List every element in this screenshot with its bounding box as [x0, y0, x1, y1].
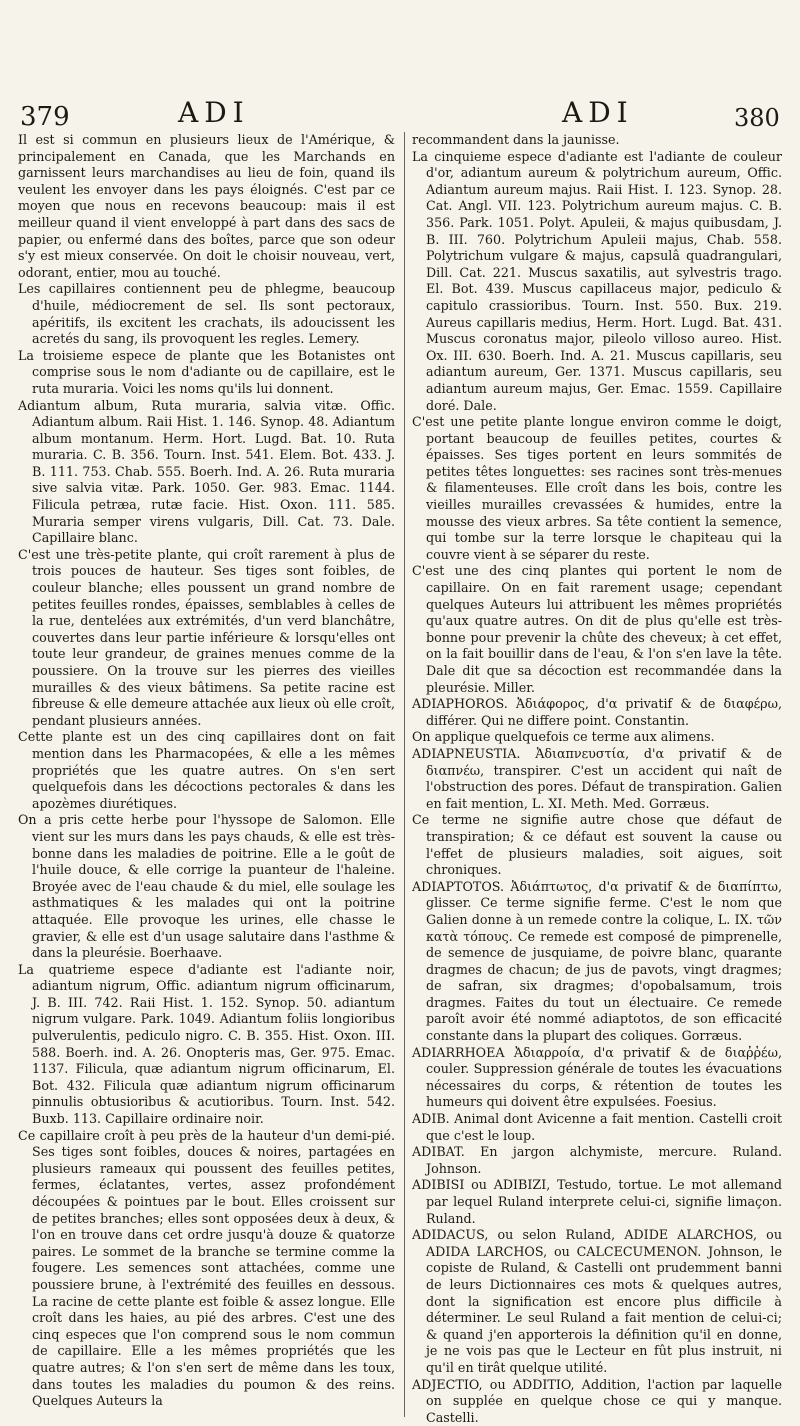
running-head-right: ADI — [562, 96, 634, 129]
paragraph: On a pris cette herbe pour l'hyssope de Salomon. Elle vient sur les murs dans les pays chauds, & elle est très-bonne dans les maladies de poitrine. Elle a le goût de l'huile douce, & elle corrige la puanteur de l'haleine. Broyée avec de l'eau chaude & du miel, elle soulage les asthmatiques & les malades qui ont la poitrine attaquée. Elle provoque les urines, elle chasse le gravier, & elle est d'un usage salutaire dans l'asthme & dans la pleurésie. Boerhaave. — [18, 812, 395, 961]
paragraph: Il est si commun en plusieurs lieux de l'Amérique, & principalement en Canada, que les Marchands en garnissent leurs marchandises au lieu de foin, quand ils veulent les envoyer dans les pays éloignés. C'est par ce moyen que nous en recevons beaucoup: mais il est meilleur quand il vient enveloppé à part dans des sacs de papier, ou enfermé dans des boîtes, parce que son odeur s'y est mieux conservée. On doit le choisir nouveau, vert, odorant, entier, mou au touché. — [18, 132, 395, 280]
dictionary-entry: ADIAPNEUSTIA. Ἀδιαπνευστία, d'α privatif & de διαπνέω, transpirer. C'est un accident qui naît de l'obstruction des pores. Défaut de transpiration. Galien en fait mention, L. XI. Meth. Med. Gorræus. — [412, 745, 782, 811]
paragraph: La troisieme espece de plante que les Botanistes ont comprise sous le nom d'adiante ou de capillaire, est le ruta muraria. Voici les noms qu'ils lui donnent. — [18, 347, 395, 396]
paragraph: C'est une des cinq plantes qui portent le nom de capillaire. On en fait rarement usage; cependant quelques Auteurs lui attribuent les mêmes propriétés qu'aux quatre autres. On dit de plus qu'elle est très-bonne pour prevenir la chûte des cheveux; à cet effet, on la fait bouillir dans de l'eau, & l'on s'en lave la tête. Dale dit que sa décoction est recommandée dans la pleurésie. Miller. — [412, 563, 782, 695]
running-head-left: ADI — [178, 96, 250, 129]
paragraph: Adiantum album, Ruta muraria, salvia vitæ. Offic. Adiantum album. Raii Hist. 1. 146. Synop. 48. Adiantum album montanum. Herm. Hort. Lugd. Bat. 10. Ruta muraria. C. B. 356. Tourn. Inst. 541. Elem. Bot. 433. J. B. 111. 753. Chab. 555. Boerh. Ind. A. 26. Ruta muraria sive salvia vitæ. Park. 1050. Ger. 983. Emac. 1144. Filicula petræa, rutæ facie. Hist. Oxon. 111. 585. Muraria semper virens vulgaris, Dill. Cat. 73. Dale. Capillaire blanc. — [18, 397, 395, 546]
paragraph: Ce capillaire croît à peu près de la hauteur d'un demi-pié. Ses tiges sont foibles, douces & noires, partagées en plusieurs rameaux qui poussent des feuilles petites, fermes, éclatantes, vertes, assez profondément découpées & pointues par le bout. Elles croissent sur de petites branches; elles sont opposées deux à deux, & l'on en trouve dans cet ordre jusqu'à douze & quatorze paires. Le sommet de la branche se termine comme la fougere. Les semences sont attachées, comme une poussiere brune, à l'extrémité des feuilles en dessous. La racine de cette plante est foible & assez longue. Elle croît dans les haies, au pié des arbres. C'est une des cinq especes que l'on comprend sous le nom commun de capillaire. Elle a les mêmes propriétés que les quatre autres; & l'on s'en sert de même dans les toux, dans toutes les maladies du poumon & des reins. Quelques Auteurs la — [18, 1127, 395, 1409]
paragraph: Ce terme ne signifie autre chose que défaut de transpiration; & ce défaut est souvent la cause ou l'effet de plusieurs maladies, soit aigues, soit chroniques. — [412, 812, 782, 878]
page-number-right: 380 — [734, 104, 780, 132]
right-column — [412, 132, 782, 1425]
page-header — [0, 96, 800, 136]
column-divider — [404, 132, 405, 1417]
paragraph: Les capillaires contiennent peu de phlegme, beaucoup d'huile, médiocrement de sel. Ils sont pectoraux, apéritifs, ils excitent les crachats, ils adoucissent les acretés du sang, ils provoquent les regles. Lemery. — [18, 281, 395, 347]
paragraph: C'est une petite plante longue environ comme le doigt, portant beaucoup de feuilles petites, courtes & épaisses. Ses tiges portent en leurs sommités de petites têtes longuettes: ses racines sont très-menues & filamenteuses. Elle croît dans les bois, contre les vieilles murailles crevassées & humides, entre la mousse des vieux arbres. Sa tête contient la semence, qui tombe sur la terre lorsque le chapiteau qui la couvre vient à se séparer du reste. — [412, 414, 782, 562]
dictionary-entry: ADIBISI ou ADIBIZI, Testudo, tortue. Le mot allemand par lequel Ruland interprete celui-ci, signifie limaçon. Ruland. — [412, 1177, 782, 1226]
dictionary-entry: ADIBAT. En jargon alchymiste, mercure. Ruland. Johnson. — [412, 1144, 782, 1176]
paragraph: La cinquieme espece d'adiante est l'adiante de couleur d'or, adiantum aureum & polytrichum aureum, Offic. Adiantum aureum majus. Raii Hist. I. 123. Synop. 28. Cat. Angl. VII. 123. Polytrichum aureum majus. C. B. 356. Park. 1051. Polyt. Apuleii, & majus quibusdam, J. B. III. 760. Polytrichum Apuleii majus, Chab. 558. Polytrichum vulgare & majus, capsulâ quadrangulari, Dill. Cat. 221. Muscus saxatilis, aut sylvestris trago. El. Bot. 439. Muscus capillaceus major, pediculo & capitulo crassioribus. Tourn. Inst. 550. Bux. 219. Aureus capillaris medius, Herm. Hort. Lugd. Bat. 431. Muscus coronatus major, pileolo villoso aureo. Hist. Ox. III. 630. Boerh. Ind. A. 21. Muscus capillaris, seu adiantum aureum, Ger. 1371. Muscus capillaris, seu adiantum aureum majus, Ger. Emac. 1559. Capillaire doré. Dale. — [412, 148, 782, 413]
left-column — [18, 132, 395, 1417]
paragraph: On applique quelquefois ce terme aux alimens. — [412, 729, 715, 745]
dictionary-entry: ADIAPHOROS. Ἀδιάφορος, d'α privatif & de διαφέρω, différer. Qui ne differe point. Constantin. — [412, 696, 782, 728]
dictionary-entry: ADIARRHOEA Ἀδιαρροία, d'α privatif & de διαῤῥέω, couler. Suppression générale de toutes les évacuations nécessaires du corps, & rétention de toutes les humeurs qui doivent être expulsées. Foesius. — [412, 1044, 782, 1110]
paragraph: C'est une très-petite plante, qui croît rarement à plus de trois pouces de hauteur. Ses tiges sont foibles, de couleur blanche; elles poussent un grand nombre de petites feuilles rondes, épaisses, semblables à celles de la rue, dentelées aux extrémités, d'un verd blanchâtre, couvertes dans leur partie inférieure & lorsqu'elles ont toute leur grandeur, de graines menues comme de la poussiere. On la trouve sur les pierres des vieilles murailles & des vieux bâtimens. Sa petite racine est fibreuse & elle demeure attachée aux lieux où elle croît, pendant plusieurs années. — [18, 546, 395, 728]
dictionary-entry: ADJECTIO, ou ADDITIO, Addition, l'action par laquelle on supplée en quelque chose ce qui y manque. Castelli. — [412, 1376, 782, 1425]
dictionary-entry: ADIAPTOTOS. Ἀδιάπτωτος, d'α privatif & de διαπίπτω, glisser. Ce terme signifie ferme. C'est le nom que Galien donne à un remede contre la colique, L. IX. τῶν κατὰ τόπους. Ce remede est composé de pimprenelle, de semence de jusquiame, de poivre blanc, quarante dragmes de chacun; de jus de pavots, vingt dragmes; de safran, six dragmes; d'opobalsamum, trois dragmes. Faites du tout un électuaire. Ce remede paroît avoir été nommé adiaptotos, de son efficacité constante dans la plupart des coliques. Gorræus. — [412, 878, 782, 1044]
paragraph: La quatrieme espece d'adiante est l'adiante noir, adiantum nigrum, Offic. adiantum nigrum officinarum, J. B. III. 742. Raii Hist. 1. 152. Synop. 50. adiantum nigrum vulgare. Park. 1049. Adiantum foliis longioribus pulverulentis, pediculo nigro. C. B. 355. Hist. Oxon. III. 588. Boerh. ind. A. 26. Onopteris mas, Ger. 975. Emac. 1137. Filicula, quæ adiantum nigrum officinarum, El. Bot. 432. Filicula quæ adiantum nigrum officinarum pinnulis obtusioribus & acutioribus. Tourn. Inst. 542. Buxb. 113. Capillaire ordinaire noir. — [18, 961, 395, 1127]
dictionary-entry: ADIB. Animal dont Avicenne a fait mention. Castelli croit que c'est le loup. — [412, 1111, 782, 1143]
paragraph: Cette plante est un des cinq capillaires dont on fait mention dans les Pharmacopées, & elle a les mêmes propriétés que les quatre autres. On s'en sert quelquefois dans les décoctions pectorales & dans les apozèmes diurétiques. — [18, 729, 395, 811]
paragraph: recommandent dans la jaunisse. — [412, 132, 620, 147]
page-number-left: 379 — [20, 102, 70, 132]
dictionary-entry: ADIDACUS, ou selon Ruland, ADIDE ALARCHOS, ou ADIDA LARCHOS, ou CALCECUMENON. Johnson, le copiste de Ruland, & Castelli ont prudemment banni de leurs Dictionnaires ces mots & quelques autres, dont la signification est encore plus difficile à déterminer. Le seul Ruland a fait mention de celui-ci; & quand j'en apporterois la définition qu'il en donne, je ne vois pas que le Lecteur en fût plus instruit, ni qu'il en tirât quelque utilité. — [412, 1227, 782, 1375]
